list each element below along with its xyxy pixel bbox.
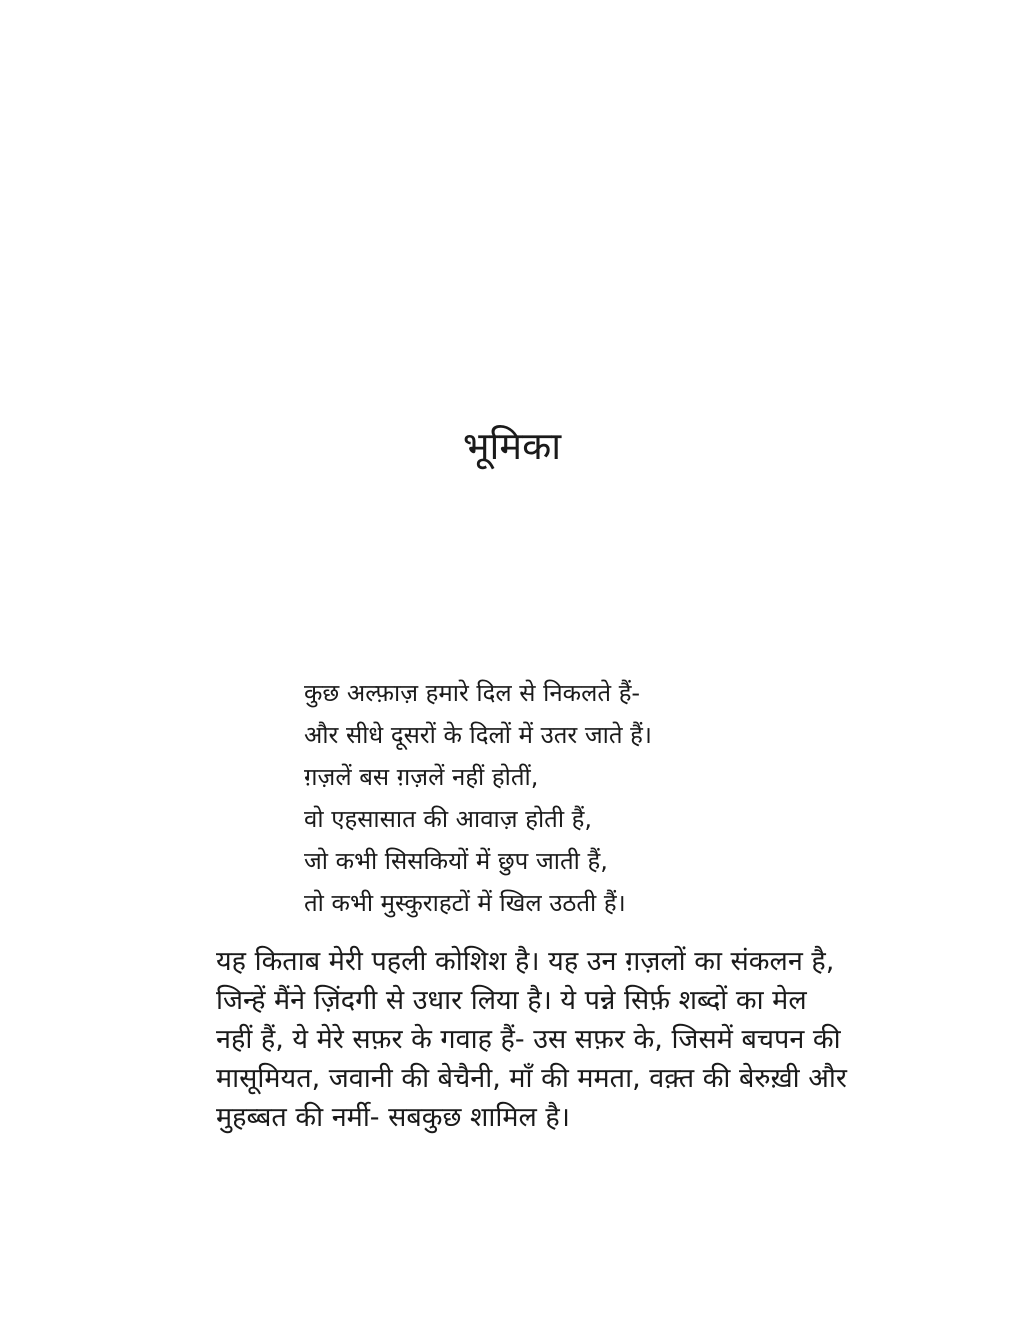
verse-line: वो एहसासात की आवाज़ होती हैं, <box>304 805 593 833</box>
prose-line: मुहब्बत की नर्मी- सबकुछ शामिल है। <box>216 1102 571 1133</box>
prose-paragraph <box>216 942 847 1137</box>
verse-line: और सीधे दूसरों के दिलों में उतर जाते हैं। <box>304 721 653 749</box>
verse-line: जो कभी सिसकियों में छुप जाती हैं, <box>304 847 608 875</box>
verse-block <box>304 672 652 924</box>
prose-line: जिन्हें मैंने ज़िंदगी से उधार लिया है। ये पन्ने सिर्फ़ शब्दों का मेल <box>216 985 807 1016</box>
prose-line: यह किताब मेरी पहली कोशिश है। यह उन ग़ज़लों का संकलन है, <box>216 946 835 977</box>
prose-line: मासूमियत, जवानी की बेचैनी, माँ की ममता, वक़्त की बेरुख़ी और <box>216 1063 847 1094</box>
page-title: भूमिका <box>462 424 562 468</box>
verse-line: तो कभी मुस्कुराहटों में खिल उठती हैं। <box>304 889 626 917</box>
verse-line: कुछ अल्फ़ाज़ हमारे दिल से निकलते हैं- <box>304 679 641 707</box>
prose-line: नहीं हैं, ये मेरे सफ़र के गवाह हैं- उस सफ़र के, जिसमें बचपन की <box>216 1024 841 1055</box>
verse-line: ग़ज़लें बस ग़ज़लें नहीं होतीं, <box>304 763 539 791</box>
